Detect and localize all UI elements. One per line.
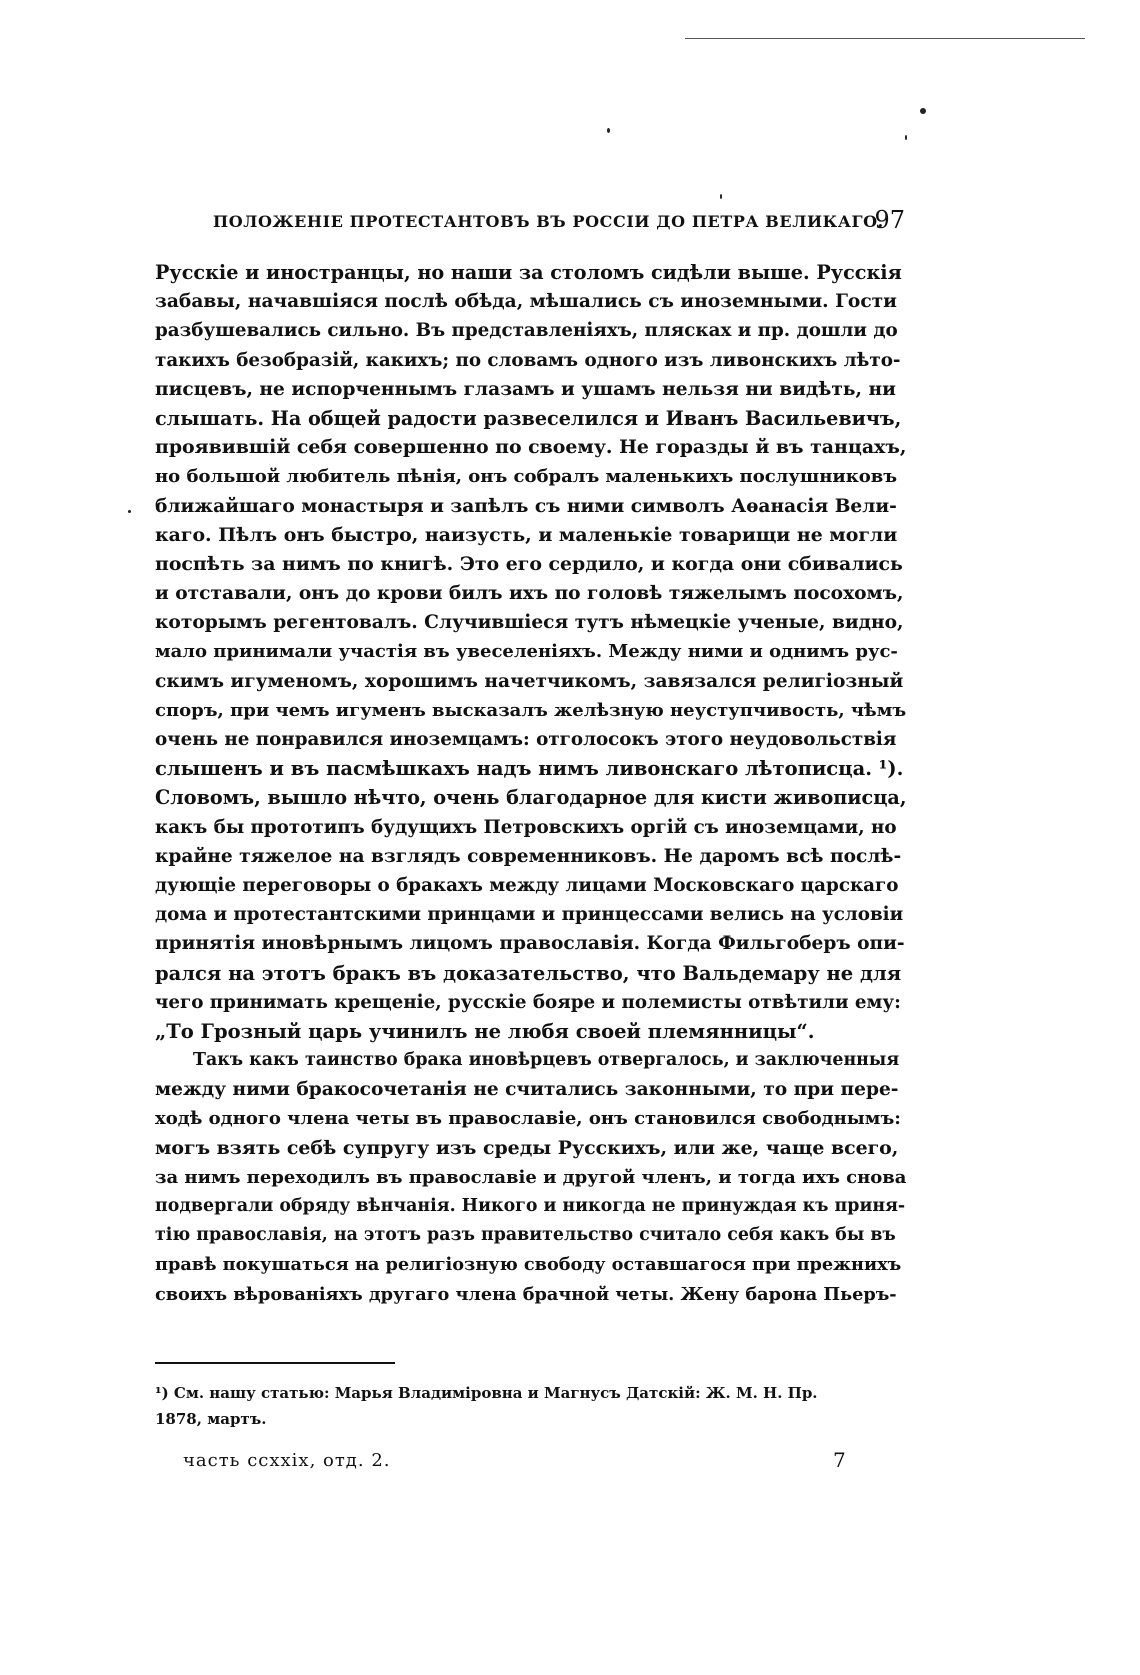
paragraph-line: забавы, начавшіяся послѣ обѣда, мѣшались съ иноземными. Гости xyxy=(155,291,897,313)
paragraph-line: разбушевались сильно. Въ представленіяхъ, плясках и пр. дошли до xyxy=(155,320,898,342)
paragraph-line: между ними бракосочетанія не считались законными, то при пере- xyxy=(155,1079,899,1101)
paragraph-line: правѣ покушаться на религіозную свободу оставшагося при прежнихъ xyxy=(155,1254,902,1276)
speck-mark xyxy=(720,194,722,199)
paragraph-line: которымъ регентовалъ. Случившіеся тутъ нѣмецкіе ученые, видно, xyxy=(155,612,904,634)
signature-number: 7 xyxy=(833,1448,846,1472)
paragraph-line: крайне тяжелое на взглядъ современниковъ. Не даромъ всѣ послѣ- xyxy=(155,845,902,867)
footnote xyxy=(155,1380,907,1432)
paragraph-line: споръ, при чемъ игуменъ высказалъ желѣзную неуступчивость, чѣмъ xyxy=(155,699,907,721)
paragraph-line: мало принимали участія въ увеселеніяхъ. Между ними и однимъ рус- xyxy=(155,641,898,663)
speck-mark xyxy=(607,128,610,133)
paragraph-line: могъ взять себѣ супругу изъ среды Русскихъ, или же, чаще всего, xyxy=(155,1136,899,1159)
paragraph-line: ближайшаго монастыря и запѣлъ съ ними символъ Аѳанасія Вели- xyxy=(155,495,897,517)
paragraph-line: Русскіе и иностранцы, но наши за столомъ сидѣли выше. Русскія xyxy=(155,261,902,284)
paragraph-line: проявившій себя совершенно по своему. Не горазды й въ танцахъ, xyxy=(155,436,907,459)
paragraph-line: тію православія, на этотъ разъ правительство считало себя какъ бы въ xyxy=(155,1225,896,1246)
page-number: 97 xyxy=(874,206,905,234)
paragraph-line: каго. Пѣлъ онъ быстро, наизусть, и маленькіе товарищи не могли xyxy=(155,523,898,546)
paragraph-line: за нимъ переходилъ въ православіе и другой членъ, и тогда ихъ снова xyxy=(155,1166,907,1188)
paragraph-line: принятія иновѣрнымъ лицомъ православія. Когда Фильгоберъ опи- xyxy=(155,933,905,955)
speck-mark xyxy=(920,108,926,114)
paragraph-line: писцевъ, не испорченнымъ глазамъ и ушамъ нельзя ни видѣть, ни xyxy=(155,378,896,400)
page-header xyxy=(183,208,919,238)
paragraph-line: подвергали обряду вѣнчанія. Никого и никогда не принуждая къ приня- xyxy=(155,1196,906,1216)
paragraph-line: дома и протестантскими принцами и принцессами велись на условіи xyxy=(155,904,904,926)
paragraph-line: какъ бы прототипъ будущихъ Петровскихъ оргій съ иноземцами, но xyxy=(155,816,897,838)
paragraph-line: слышать. На общей радости развеселился и Иванъ Васильевичъ, xyxy=(155,406,902,430)
paragraph-line: и отставали, онъ до крови билъ ихъ по головѣ тяжелымъ посохомъ, xyxy=(155,583,904,605)
paragraph-line: чего принимать крещеніе, русскіе бояре и полемисты отвѣтили ему: xyxy=(155,991,901,1013)
footnote-line: 1878, мартъ. xyxy=(155,1410,267,1428)
footnote-line: ¹) См. нашу статью: Марья Владиміровна и Магнусъ Датскій: Ж. М. Н. Пр. xyxy=(155,1384,818,1402)
paragraph-line: поспѣть за нимъ по книгѣ. Это его сердило, и когда они сбивались xyxy=(155,552,903,575)
paragraph-line: очень не понравился иноземцамъ: отголосокъ этого неудовольствія xyxy=(155,729,897,750)
paragraph-line: такихъ безобразій, какихъ; по словамъ одного изъ ливонскихъ лѣто- xyxy=(155,349,901,371)
paragraph-line: рался на этотъ бракъ въ доказательство, что Вальдемару не для xyxy=(155,961,902,985)
paragraph-line: но большой любитель пѣнія, онъ собралъ маленькихъ послушниковъ xyxy=(155,466,898,488)
paragraph-line: скимъ игуменомъ, хорошимъ начетчикомъ, завязался религіозный xyxy=(155,670,904,692)
top-rule xyxy=(685,38,1085,39)
paragraph-line: „То Грозный царь учинилъ не любя своей племянницы“. xyxy=(155,1019,815,1043)
speck-mark xyxy=(128,510,131,513)
signature-label: часть сcxxix, отд. 2. xyxy=(183,1450,391,1471)
paragraph-line: дующіе переговоры о бракахъ между лицами Московскаго царскаго xyxy=(155,874,899,896)
running-head: ПОЛОЖЕНІЕ ПРОТЕСТАНТОВЪ ВЪ РОССІИ ДО ПЕТРА ВЕЛИКАГО. xyxy=(213,212,884,231)
paragraph-line: слышенъ и въ пасмѣшкахъ надъ нимъ ливонскаго лѣтописца. ¹). xyxy=(155,757,904,781)
paragraph-line: Словомъ, вышло нѣчто, очень благодарное для кисти живописца, xyxy=(155,786,907,810)
body-text xyxy=(155,258,907,1309)
paragraph-line: ходѣ одного члена четы въ православіе, онъ становился свободнымъ: xyxy=(155,1108,901,1130)
speck-mark xyxy=(905,135,907,140)
paragraph-line: своихъ вѣрованіяхъ другаго члена брачной четы. Жену барона Пьеръ- xyxy=(155,1283,897,1305)
footnote-rule xyxy=(155,1362,395,1364)
paragraph-line: Такъ какъ таинство брака иновѣрцевъ отвергалось, и заключенныя xyxy=(193,1050,900,1071)
